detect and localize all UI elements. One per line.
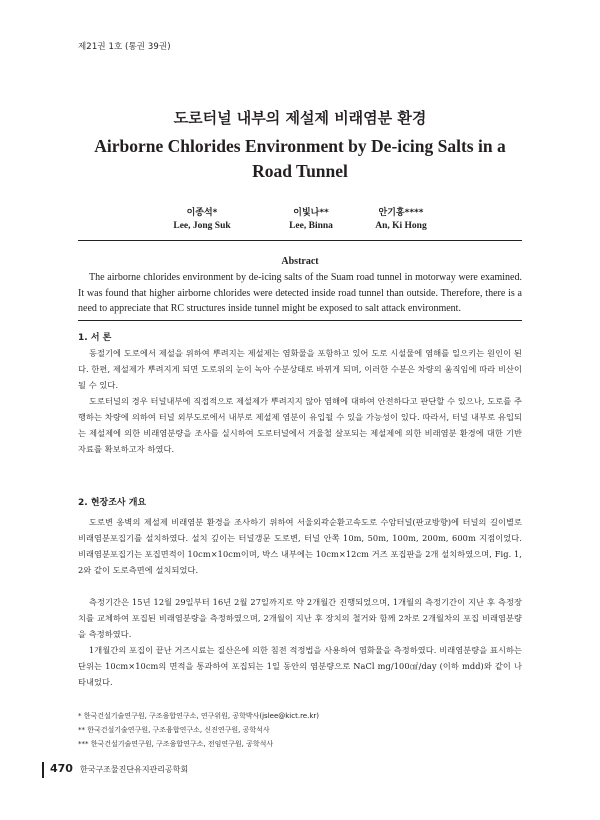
abstract-top-rule <box>78 240 522 241</box>
section-2-paragraph-2: 측정기간은 15년 12월 29일부터 16년 2월 27일까지로 약 2개월간 진행되었으며, 1개월의 측정기간이 지난 후 측정장치를 교체하여 포집된 비래염분량을 측정하였으며, 2개월이 지난 후 장치의 철거와 함께 2차로 2개월차의 포집 비래염분량을 측정하였다. <box>78 597 522 639</box>
abstract-text: The airborne chlorides environment by de-icing salts of the Suam road tunnel in motorway were examined. It was found that higher airborne chlorides were detected inside road tunnel than outside. Therefore, there is a need to appreciate that RC structures inside tunnel might be exposed to salt attack environment. <box>78 272 522 314</box>
english-title: Airborne Chlorides Environment by De-icing Salts in a Road Tunnel <box>94 136 506 181</box>
section-2-heading: 2. 현장조사 개요 <box>78 498 147 508</box>
section-1-paragraph-2: 도로터널의 경우 터널내부에 직접적으로 제설제가 뿌려지지 않아 염해에 대하여 안전하다고 판단할 수 있으나, 도로를 주행하는 차량에 의하여 터널 외부도로에서 내부로 제설제 염분이 유입될 수 있을 가능성이 있다. 따라서, 터널 내부로 유입되는 제설제에 의한 비래염분량을 조사를 실시하여 도로터널에서 겨울철 살포되는 제설제에 의한 비래염분 환경에 대한 기반자료를 확보하고자 하였다. <box>78 396 522 454</box>
section-1-heading: 1. 서 론 <box>78 333 112 343</box>
author-2-english: Lee, Binna <box>289 221 333 231</box>
author-1-korean: 이종석* <box>186 208 218 218</box>
footnote-1 <box>78 709 522 723</box>
korean-title: 도로터널 내부의 제설제 비래염분 환경 <box>173 109 427 127</box>
page-number: 470 <box>50 762 73 775</box>
footnotes <box>78 709 522 751</box>
author-3 <box>341 205 461 231</box>
footnote-3 <box>78 737 522 751</box>
author-1 <box>142 205 262 231</box>
section-2-paragraph-1: 도로변 옹벽의 제설제 비래염분 환경을 조사하기 위하여 서울외곽순환고속도로 수암터널(판교방향)에 터널의 길이별로 비래염분포집기를 설치하였다. 설치 깊이는 터널갱문 도로변, 터널 안쪽 10m, 50m, 100m, 200m, 600m 지점이었다. 비래염분포집기는 포집면적이 10cm×10cm이며, 박스 내부에는 10cm×12cm 거즈 포집판을 2개 설치하였으며, Fig. 1, 2와 같이 도로측면에 설치되었다. <box>78 517 522 575</box>
footnote-1-text: 한국건설기술연구원, 구조융합연구소, 연구위원, 공학박사(jslee@kict.re.kr) <box>83 712 319 720</box>
author-3-english: An, Ki Hong <box>375 221 427 231</box>
abstract-heading: Abstract <box>281 256 319 267</box>
footnote-2-text: 한국건설기술연구원, 구조융합연구소, 신진연구원, 공학석사 <box>87 726 270 734</box>
footnote-1-mark: * <box>78 712 82 720</box>
footer-divider <box>42 762 44 778</box>
footnote-3-text: 한국건설기술연구원, 구조융합연구소, 전임연구원, 공학석사 <box>90 740 274 748</box>
footnote-2 <box>78 723 522 737</box>
footnote-3-mark: *** <box>78 740 89 748</box>
section-2-paragraph-3: 1개월간의 포집이 끝난 거즈시료는 질산은에 의한 침전 적정법을 사용하여 염화물을 측정하였다. 비래염분량을 표시하는 단위는 10cm×10cm의 면적을 통과하여 포집되는 1일 동안의 염분량으로 NaCl mg/100㎠/day (이하 mdd)와 같이 나타내었다. <box>78 645 522 687</box>
volume-issue: 제21권 1호 (통권 39권) <box>78 42 171 52</box>
footnote-2-mark: ** <box>78 726 85 734</box>
journal-name: 한국구조물진단유지관리공학회 <box>80 765 189 774</box>
author-1-english: Lee, Jong Suk <box>173 221 231 231</box>
section-1-paragraph-1: 동절기에 도로에서 제설을 위하여 뿌려지는 제설제는 염화물을 포함하고 있어 도로 시설물에 염해를 일으키는 원인이 된다. 한편, 제설제가 뿌려지게 되면 도로위의 눈이 녹아 수분상태로 바뀌게 되며, 이러한 수분은 차량의 움직임에 따라 비산이 될 수 있다. <box>78 348 522 390</box>
abstract-bottom-rule <box>78 320 522 321</box>
author-2-korean: 이빛나** <box>293 208 329 218</box>
author-3-korean: 안기홍**** <box>378 208 424 218</box>
